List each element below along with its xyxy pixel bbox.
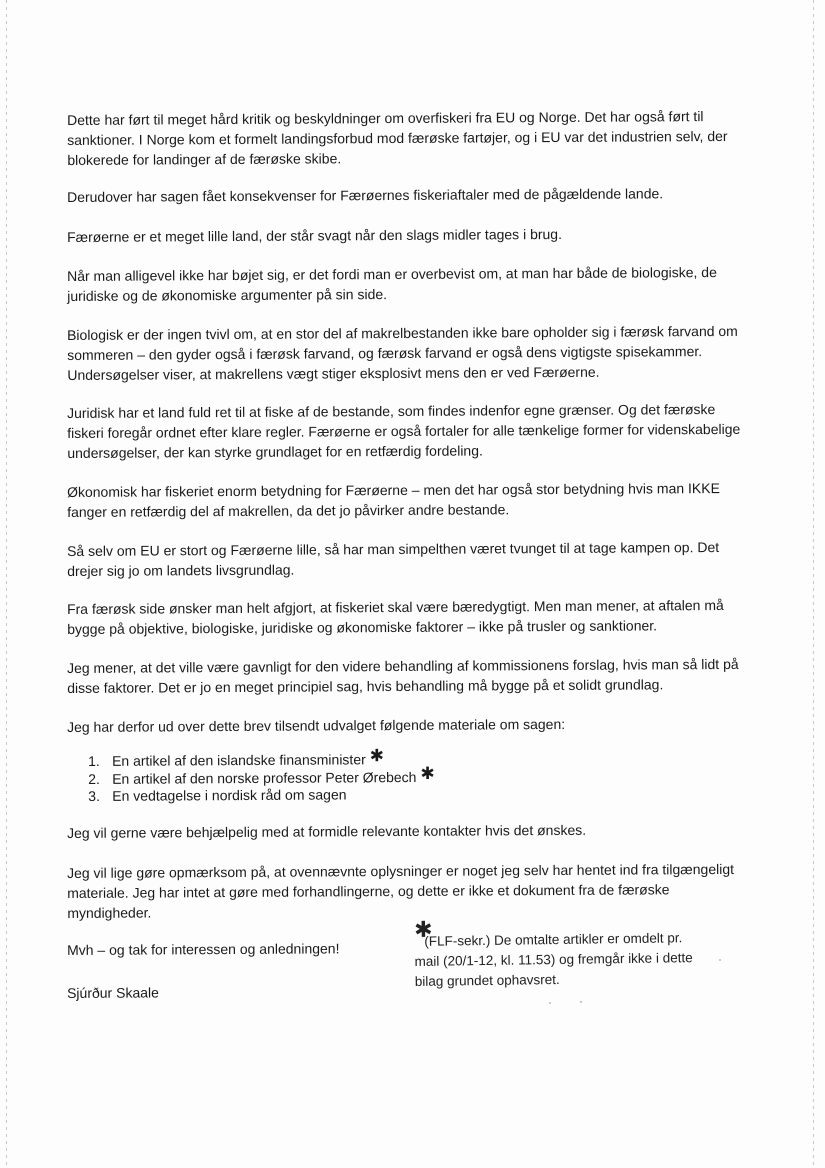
paragraph-forced — [67, 537, 747, 581]
text-line: drejer sig jo om landets livsgrundlag. — [67, 561, 295, 579]
text-line: Mvh – og tak for interessen og anledningen! — [67, 940, 340, 958]
materials-list — [88, 746, 435, 805]
note-asterisk-icon: ✱ — [413, 916, 433, 942]
text-line: sommeren – den gyder også i færøsk farvand, og færøsk farvand er også dens vigtigste spisekammer. — [67, 343, 703, 363]
list-item-text: En vedtagelse i nordisk råd om sagen — [112, 786, 347, 804]
text-line: Økonomisk har fiskeriet enorm betydning for Færøerne – men det har også stor betydning hvis man IKKE — [67, 480, 720, 500]
paragraph-contacts — [67, 819, 747, 843]
text-line: Så selv om EU er stort og Færøerne lille, så har man simpelthen været tvunget til at tage kampen op. Det — [67, 539, 720, 559]
scan-speck — [549, 1002, 551, 1004]
note-line: (FLF-sekr.) De omtalte artikler er omdelt pr. — [424, 930, 683, 949]
list-number: 3. — [88, 787, 101, 804]
paragraph-economic — [67, 478, 747, 522]
text-line: Derudover har sagen fået konsekvenser for Færøernes fiskeriaftaler med de pågældende lande. — [67, 185, 664, 205]
note-line: mail (20/1-12, kl. 11.53) og fremgår ikke i dette — [414, 950, 693, 969]
text-line: Biologisk er der ingen tvivl om, at en stor del af makrelbestanden ikke bare opholder sig i færøsk farvand om — [67, 322, 738, 343]
paragraph-consequences — [67, 183, 747, 207]
text-line: Jeg vil gerne være behjælpelig med at formidle relevante kontakter hvis det ønskes. — [67, 821, 587, 841]
text-line: fanger en retfærdig del af makrellen, da det jo påvirker andre bestande. — [67, 501, 510, 520]
text-line: Fra færøsk side ønsker man helt afgjort, at fiskeriet skal være bæredygtigt. Men man mener, at aftalen må — [67, 596, 724, 617]
text-line: myndigheder. — [67, 904, 152, 921]
text-line: Juridisk har et land fuld ret til at fiske af de bestande, som findes indenfor egne grænser. Og det færøske — [67, 401, 716, 421]
text-line: bygge på objektive, biologiske, juridiske og økonomiske faktorer – ikke på trusler og sanktioner. — [67, 617, 658, 637]
scan-speck — [580, 1001, 582, 1003]
paragraph-sustainable — [67, 595, 747, 639]
scan-speck — [719, 959, 721, 961]
text-line: Jeg vil lige gøre opmærksom på, at ovennævnte oplysninger er noget jeg selv har hentet ind fra tilgængeligt — [67, 860, 735, 881]
paragraph-biological — [67, 321, 747, 385]
text-line: Undersøgelser viser, at makrellens vægt stiger eksplosivt mens den er ved Færøerne. — [67, 363, 600, 383]
text-line: Jeg har derfor ud over dette brev tilsendt udvalget følgende materiale om sagen: — [67, 715, 566, 735]
list-number: 2. — [88, 770, 100, 787]
list-item-text: En artikel af den islandske finansminister — [112, 751, 366, 769]
text-line: disse faktorer. Det er jo en meget principiel sag, hvis behandling må bygge på et solidt grundlag. — [67, 676, 664, 696]
paragraph-legal — [67, 399, 747, 463]
list-item — [88, 786, 435, 805]
paragraph-small-country — [67, 223, 747, 247]
scan-edge-right — [813, 0, 814, 1168]
note-line: bilag grundet ophavsret. — [414, 971, 560, 989]
handwritten-asterisk-icon: ✱ — [420, 763, 435, 783]
text-line: Jeg mener, at det ville være gavnligt for den videre behandling af kommissionens forslag, hvis man så lidt på — [67, 655, 739, 676]
text-line: materiale. Jeg har intet at gøre med forhandlingerne, og dette er ikke et dokument fra de færøske — [67, 881, 670, 901]
text-line: Færøerne er et meget lille land, der står svagt når den slags midler tages i brug. — [67, 225, 563, 245]
text-line: sanktioner. I Norge kom et formelt landingsforbud mod færøske fartøjer, og i EU var det industrien selv, der — [67, 127, 728, 148]
handwritten-asterisk-icon: ✱ — [369, 746, 385, 766]
paragraph-criticism — [67, 106, 747, 170]
paragraph-materials-intro — [67, 713, 747, 737]
text-line: Dette har ført til meget hård kritik og beskyldninger om overfiskeri fra EU og Norge. Det har også ført til — [67, 108, 704, 128]
list-item — [88, 746, 435, 770]
list-number: 1. — [88, 752, 100, 769]
text-line: juridiske og de økonomiske argumenter på sin side. — [67, 286, 388, 304]
scan-edge-left — [6, 0, 7, 1168]
paragraph-opinion — [67, 654, 747, 698]
text-line: fiskeri foregår ordnet efter klare regler. Færøerne er også fortaler for alle tænkelige former for videnskabelige — [67, 420, 741, 441]
text-line: Sjúrður Skaale — [67, 984, 159, 1001]
list-item — [88, 763, 435, 788]
paragraph-arguments — [67, 262, 747, 306]
paragraph-disclaimer — [67, 859, 747, 923]
text-line: undersøgelser, der kan styrke grundlaget for en retfærdig fordeling. — [67, 442, 483, 461]
text-line: blokerede for landinger af de færøske skibe. — [67, 150, 342, 168]
secretariat-note — [414, 917, 745, 992]
list-item-text: En artikel af den norske professor Peter Ørebech — [112, 768, 417, 787]
text-line: Når man alligevel ikke har bøjet sig, er det fordi man er overbevist om, at man har både de biologiske, de — [67, 264, 717, 284]
